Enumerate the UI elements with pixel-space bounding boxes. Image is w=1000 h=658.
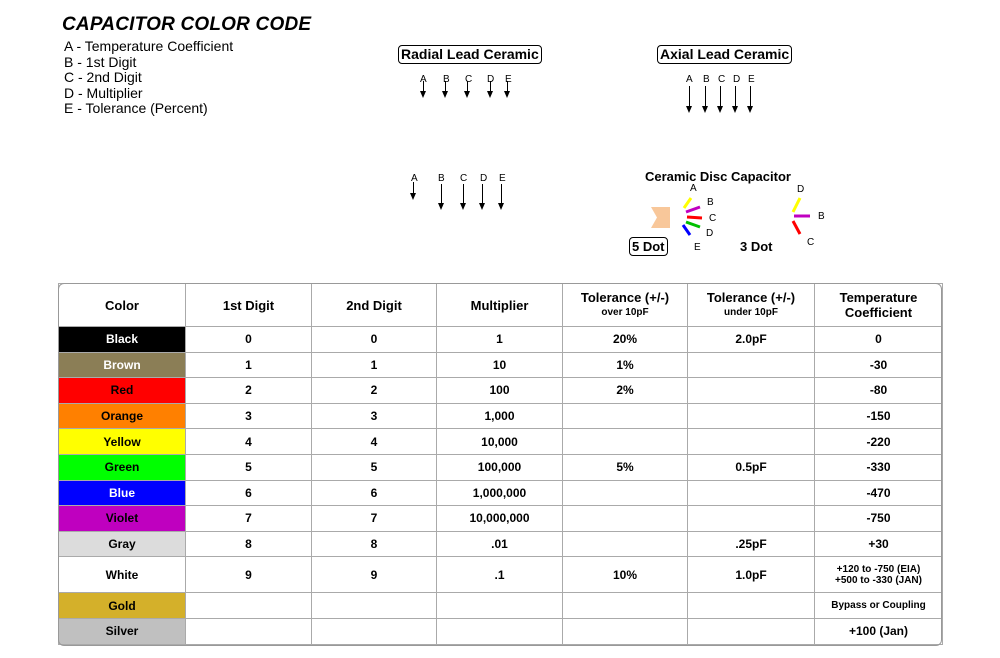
cell-tol-under: 0.5pF xyxy=(688,454,815,480)
ceramic-disc-drawing xyxy=(0,0,1000,280)
color-swatch-cell: Green xyxy=(59,454,186,480)
table-body xyxy=(59,327,943,645)
cell-second: 4 xyxy=(312,429,437,455)
cell-mult xyxy=(437,593,563,619)
color-code-table xyxy=(58,283,943,645)
legend-item-d: D - Multiplier xyxy=(64,84,143,101)
cell-temp: -150 xyxy=(815,403,943,429)
disc-letter-b: B xyxy=(707,197,714,208)
radial-letter-c: C xyxy=(465,74,473,85)
table-row xyxy=(59,403,943,429)
cell-tol-over xyxy=(563,506,688,532)
disc-letter-d: D xyxy=(706,228,714,239)
cell-mult xyxy=(437,618,563,644)
color-swatch-cell: Yellow xyxy=(59,429,186,455)
three-dot-label: 3 Dot xyxy=(740,239,773,254)
color-swatch-cell: Brown xyxy=(59,352,186,378)
cell-tol-over: 10% xyxy=(563,557,688,593)
cell-temp: -470 xyxy=(815,480,943,506)
cell-first: 1 xyxy=(186,352,312,378)
disc-letter-a: A xyxy=(690,183,697,194)
cell-temp: +100 (Jan) xyxy=(815,618,943,644)
cell-tol-over xyxy=(563,480,688,506)
cell-tol-under: 2.0pF xyxy=(688,327,815,353)
disc3-lead-red xyxy=(793,221,800,234)
header-tol-under-sub: under 10pF xyxy=(724,307,778,318)
header-tol-under-title: Tolerance (+/-) xyxy=(706,290,796,305)
cell-second: 0 xyxy=(312,327,437,353)
color-swatch-cell: Black xyxy=(59,327,186,353)
disc3-lead-yellow xyxy=(793,198,800,212)
table-row xyxy=(59,557,943,593)
cell-tol-under xyxy=(688,480,815,506)
axial-letter-e: E xyxy=(748,74,755,85)
cell-temp xyxy=(815,557,943,593)
cell-tol-over xyxy=(563,403,688,429)
cell-mult: 1,000 xyxy=(437,403,563,429)
cell-first xyxy=(186,618,312,644)
cell-tol-over xyxy=(563,429,688,455)
cell-second: 3 xyxy=(312,403,437,429)
disc-letter-c: C xyxy=(709,213,717,224)
cell-tol-over: 2% xyxy=(563,378,688,404)
header-tol-over-sub: over 10pF xyxy=(601,307,649,318)
tubular-letter-d: D xyxy=(480,173,488,184)
cell-temp-line2: +500 to -330 (JAN) xyxy=(835,574,922,586)
color-swatch-cell: Orange xyxy=(59,403,186,429)
header-tol-over-title: Tolerance (+/-) xyxy=(580,290,670,305)
radial-lead-label: Radial Lead Ceramic xyxy=(398,45,542,64)
radial-letter-e: E xyxy=(505,74,512,85)
header-temp-coefficient: Temperature Coefficient xyxy=(815,284,943,327)
cell-tol-under xyxy=(688,618,815,644)
table-row xyxy=(59,480,943,506)
cell-tol-over: 20% xyxy=(563,327,688,353)
cell-second: 9 xyxy=(312,557,437,593)
disc-lead-violet xyxy=(686,207,700,212)
color-swatch-cell: Blue xyxy=(59,480,186,506)
tubular-letter-a: A xyxy=(411,173,418,184)
color-swatch-cell: Violet xyxy=(59,506,186,532)
table-row xyxy=(59,506,943,532)
color-swatch-cell: White xyxy=(59,557,186,593)
cell-first: 5 xyxy=(186,454,312,480)
cell-second xyxy=(312,618,437,644)
header-second-digit: 2nd Digit xyxy=(312,284,437,327)
table-header-row xyxy=(59,284,943,327)
axial-letter-b: B xyxy=(703,74,710,85)
cell-second: 8 xyxy=(312,531,437,557)
axial-lead-label: Axial Lead Ceramic xyxy=(657,45,792,64)
disc-body-shape xyxy=(651,207,670,228)
table-row xyxy=(59,327,943,353)
cell-tol-under xyxy=(688,403,815,429)
cell-tol-over: 1% xyxy=(563,352,688,378)
legend-item-a: A - Temperature Coefficient xyxy=(64,38,234,54)
table-row xyxy=(59,531,943,557)
cell-tol-under: 1.0pF xyxy=(688,557,815,593)
table-row xyxy=(59,454,943,480)
axial-letter-c: C xyxy=(718,74,726,85)
cell-tol-under xyxy=(688,378,815,404)
disc-lead-blue xyxy=(683,225,690,235)
cell-tol-over: 5% xyxy=(563,454,688,480)
cell-temp-line1: +120 to -750 (EIA) xyxy=(836,563,921,575)
cell-tol-under: .25pF xyxy=(688,531,815,557)
radial-letter-d: D xyxy=(487,74,495,85)
header-tolerance-over xyxy=(563,284,688,327)
cell-mult: 100 xyxy=(437,378,563,404)
color-swatch-cell: Gray xyxy=(59,531,186,557)
header-multiplier: Multiplier xyxy=(437,284,563,327)
ceramic-disc-label: Ceramic Disc Capacitor xyxy=(645,169,791,184)
page-title: CAPACITOR COLOR CODE xyxy=(62,14,312,35)
cell-first: 8 xyxy=(186,531,312,557)
cell-first: 7 xyxy=(186,506,312,532)
cell-second: 5 xyxy=(312,454,437,480)
header-color: Color xyxy=(59,284,186,327)
cell-first: 2 xyxy=(186,378,312,404)
disc3-letter-b: B xyxy=(818,211,825,222)
cell-first: 4 xyxy=(186,429,312,455)
cell-temp: Bypass or Coupling xyxy=(815,593,943,619)
table-row xyxy=(59,593,943,619)
cell-second: 7 xyxy=(312,506,437,532)
color-swatch-cell: Gold xyxy=(59,593,186,619)
header-tolerance-under xyxy=(688,284,815,327)
tubular-letter-c: C xyxy=(460,173,468,184)
cell-temp: -750 xyxy=(815,506,943,532)
disc3-letter-d: D xyxy=(797,184,805,195)
cell-mult: .01 xyxy=(437,531,563,557)
cell-mult: 10 xyxy=(437,352,563,378)
cell-mult: .1 xyxy=(437,557,563,593)
cell-tol-under xyxy=(688,593,815,619)
cell-tol-under xyxy=(688,352,815,378)
header-first-digit: 1st Digit xyxy=(186,284,312,327)
legend-item-e: E - Tolerance (Percent) xyxy=(64,100,208,117)
axial-letter-a: A xyxy=(686,74,693,85)
cell-second xyxy=(312,593,437,619)
table-row xyxy=(59,378,943,404)
five-dot-label: 5 Dot xyxy=(629,237,668,256)
disc-lead-red xyxy=(687,217,702,218)
cell-mult: 100,000 xyxy=(437,454,563,480)
cell-temp: -330 xyxy=(815,454,943,480)
cell-temp: +30 xyxy=(815,531,943,557)
cell-first: 6 xyxy=(186,480,312,506)
cell-mult: 10,000 xyxy=(437,429,563,455)
cell-temp: -30 xyxy=(815,352,943,378)
cell-mult: 1,000,000 xyxy=(437,480,563,506)
cell-temp: -220 xyxy=(815,429,943,455)
table-row xyxy=(59,352,943,378)
cell-second: 2 xyxy=(312,378,437,404)
cell-second: 1 xyxy=(312,352,437,378)
color-swatch-cell: Red xyxy=(59,378,186,404)
table-row xyxy=(59,429,943,455)
cell-temp: 0 xyxy=(815,327,943,353)
cell-mult: 1 xyxy=(437,327,563,353)
cell-first: 9 xyxy=(186,557,312,593)
cell-tol-under xyxy=(688,506,815,532)
radial-letter-b: B xyxy=(443,74,450,85)
cell-first xyxy=(186,593,312,619)
legend-item-b: B - 1st Digit xyxy=(64,53,137,70)
color-swatch-cell: Silver xyxy=(59,618,186,644)
legend-item-c: C - 2nd Digit xyxy=(64,69,142,86)
table-row xyxy=(59,618,943,644)
disc3-letter-c: C xyxy=(807,237,815,248)
radial-letter-a: A xyxy=(420,74,427,85)
cell-second: 6 xyxy=(312,480,437,506)
cell-tol-over xyxy=(563,593,688,619)
cell-tol-over xyxy=(563,531,688,557)
cell-temp: -80 xyxy=(815,378,943,404)
disc-lead-yellow xyxy=(684,198,691,208)
tubular-letter-b: B xyxy=(438,173,445,184)
cell-tol-over xyxy=(563,618,688,644)
disc-letter-e: E xyxy=(694,242,701,253)
cell-first: 3 xyxy=(186,403,312,429)
cell-first: 0 xyxy=(186,327,312,353)
disc-lead-green xyxy=(686,222,700,227)
cell-mult: 10,000,000 xyxy=(437,506,563,532)
cell-tol-under xyxy=(688,429,815,455)
axial-letter-d: D xyxy=(733,74,741,85)
tubular-letter-e: E xyxy=(499,173,506,184)
